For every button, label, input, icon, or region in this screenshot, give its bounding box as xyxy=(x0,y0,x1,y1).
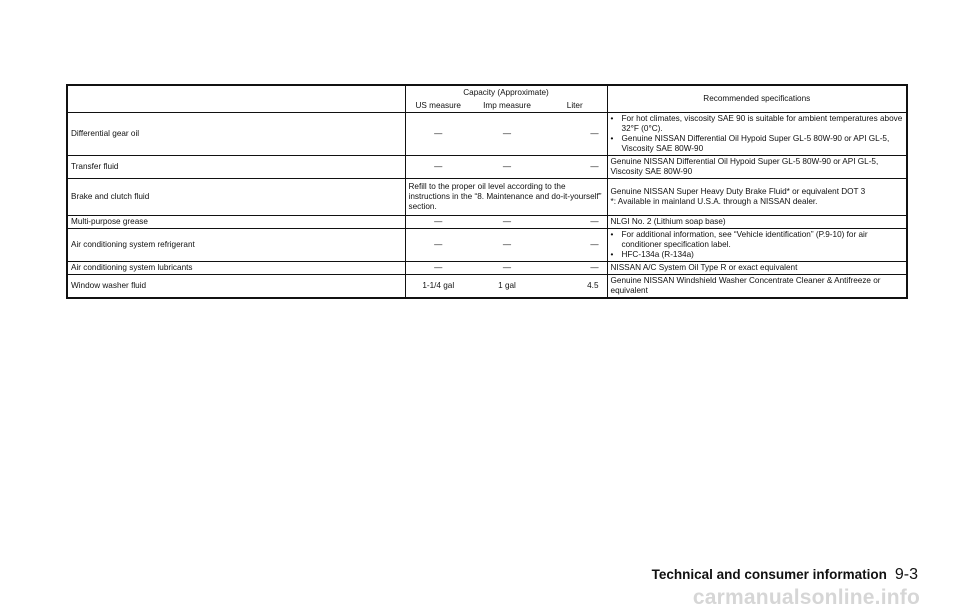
row-item: Multi-purpose grease xyxy=(68,216,405,229)
specifications-table-frame xyxy=(66,84,908,299)
section-title: Technical and consumer information xyxy=(651,567,887,582)
row-imp-measure: — xyxy=(471,113,543,156)
row-imp-measure: — xyxy=(471,229,543,262)
row-recommended: Genuine NISSAN Differential Oil Hypoid Super GL-5 80W-90 or API GL-5, Viscosity SAE 80W-90 xyxy=(607,156,906,179)
watermark: carmanualsonline.info xyxy=(692,586,920,609)
row-recommended: NLGI No. 2 (Lithium soap base) xyxy=(607,216,906,229)
bullet-icon: • xyxy=(610,230,614,239)
table-row xyxy=(68,156,906,179)
row-item: Brake and clutch fluid xyxy=(68,179,405,216)
row-liter: — xyxy=(543,113,607,156)
subheader-item-blank xyxy=(68,100,405,113)
row-us-measure: — xyxy=(405,262,471,275)
row-item: Differential gear oil xyxy=(68,113,405,156)
row-recommended xyxy=(607,179,906,216)
row-capacity-note: Refill to the proper oil level according to the instructions in the “8. Maintenance and do-it-yourself” section. xyxy=(405,179,607,216)
row-recommended: Genuine NISSAN Windshield Washer Concentrate Cleaner & Antifreeze or equivalent xyxy=(610,276,881,295)
header-item-blank xyxy=(68,86,405,100)
bullet-item xyxy=(611,230,904,250)
recommended-line: Genuine NISSAN Super Heavy Duty Brake Fluid* or equivalent DOT 3 xyxy=(610,187,866,196)
row-imp-measure: 1 gal xyxy=(498,281,516,290)
header-us-measure: US measure xyxy=(405,100,471,113)
row-item: Transfer fluid xyxy=(68,156,405,179)
header-recommended: Recommended specifications xyxy=(607,86,906,113)
bullet-item xyxy=(611,114,904,134)
table-row xyxy=(68,216,906,229)
table-row xyxy=(68,113,906,156)
bullet-text: For hot climates, viscosity SAE 90 is suitable for ambient temperatures above 32°F (0°C). xyxy=(621,114,903,133)
row-us-measure: 1-1/4 gal xyxy=(405,275,471,298)
row-us-measure: — xyxy=(405,229,471,262)
row-liter: — xyxy=(543,262,607,275)
bullet-icon: • xyxy=(610,250,614,259)
recommended-footnote: *: Available in mainland U.S.A. through a NISSAN dealer. xyxy=(610,197,818,206)
bullet-text: Genuine NISSAN Differential Oil Hypoid Super GL-5 80W-90 or API GL-5, Viscosity SAE 80W-90 xyxy=(621,134,890,153)
header-liter: Liter xyxy=(543,100,607,113)
row-item: Air conditioning system lubricants xyxy=(68,262,405,275)
bullet-text: For additional information, see “Vehicle identification” (P.9-10) for air conditioner specification label. xyxy=(621,230,868,249)
row-liter: — xyxy=(543,229,607,262)
row-imp-measure: — xyxy=(471,216,543,229)
page-number: 9-3 xyxy=(894,566,918,583)
row-item: Window washer fluid xyxy=(71,281,147,290)
row-recommended: NISSAN A/C System Oil Type R or exact equivalent xyxy=(607,262,906,275)
header-capacity: Capacity (Approximate) xyxy=(405,86,607,100)
row-imp-measure: — xyxy=(471,262,543,275)
bullet-item xyxy=(611,250,904,260)
bullet-icon: • xyxy=(610,114,614,123)
row-liter: 4.5 xyxy=(543,275,607,298)
specifications-table xyxy=(68,86,906,297)
bullet-icon: • xyxy=(610,134,614,143)
row-us-measure: — xyxy=(405,156,471,179)
table-row xyxy=(68,262,906,275)
bullet-text: HFC-134a (R-134a) xyxy=(621,250,694,259)
row-item: Air conditioning system refrigerant xyxy=(68,229,405,262)
row-recommended xyxy=(607,229,906,262)
row-us-measure: — xyxy=(405,113,471,156)
row-us-measure: — xyxy=(405,216,471,229)
row-recommended xyxy=(607,113,906,156)
row-liter: — xyxy=(543,216,607,229)
table-row xyxy=(68,179,906,216)
page-footer xyxy=(652,566,918,584)
header-imp-measure: Imp measure xyxy=(471,100,543,113)
row-liter: — xyxy=(543,156,607,179)
table-header-row xyxy=(68,86,906,100)
table-row xyxy=(68,275,906,298)
bullet-item xyxy=(611,134,904,154)
table-row xyxy=(68,229,906,262)
row-imp-measure: — xyxy=(471,156,543,179)
